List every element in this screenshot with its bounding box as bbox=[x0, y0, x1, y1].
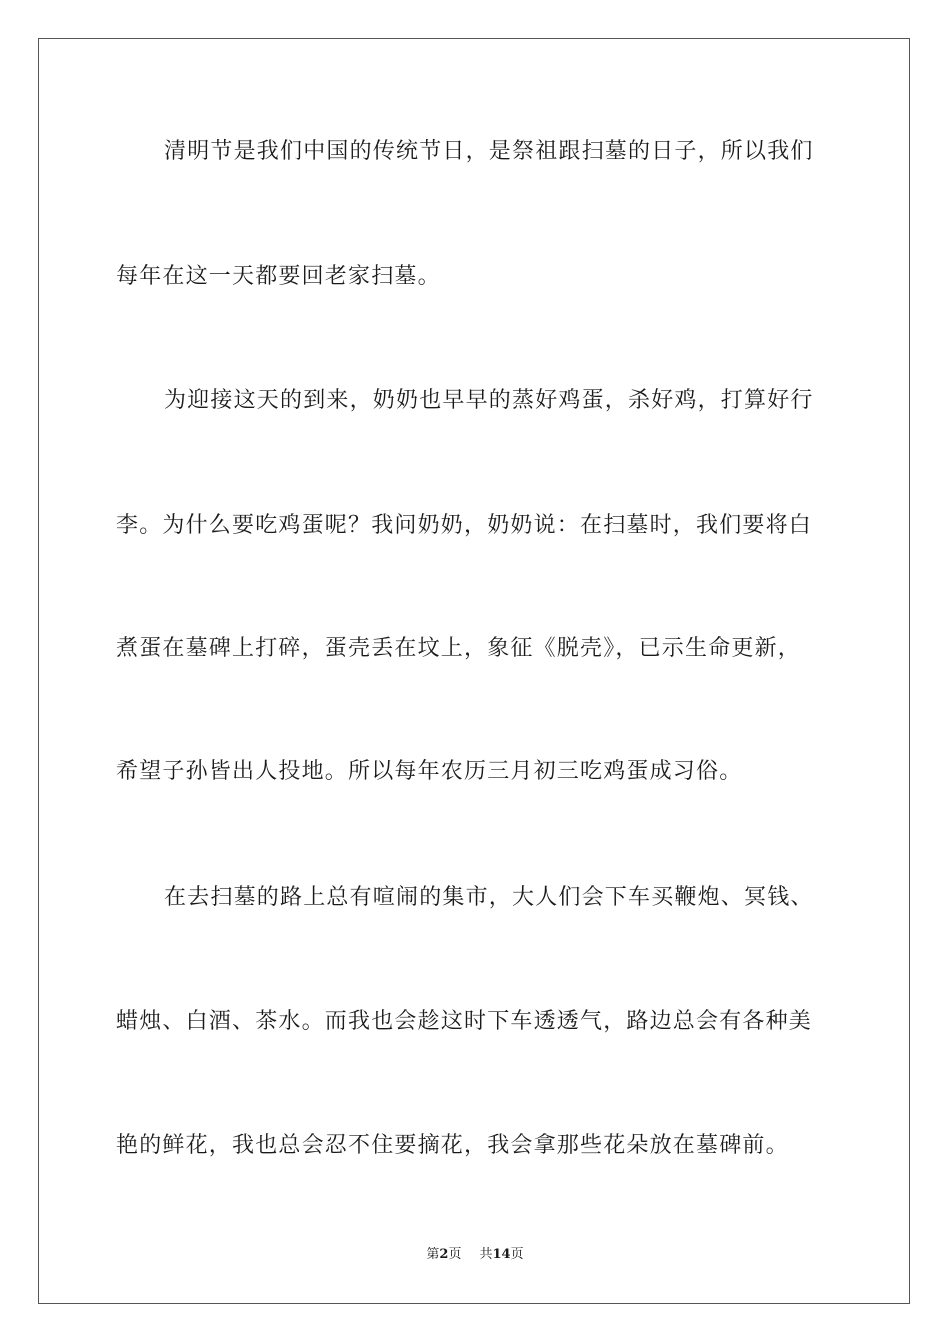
page-number: 第2页 bbox=[426, 1247, 462, 1262]
page-border bbox=[38, 38, 910, 1304]
paragraph-3-line-3: 艳的鲜花，我也总会忍不住要摘花，我会拿那些花朵放在墓碑前。 bbox=[116, 1133, 789, 1158]
paragraph-2-line-3: 煮蛋在墓碑上打碎，蛋壳丢在坟上，象征《脱壳》，已示生命更新， bbox=[116, 636, 802, 661]
paragraph-3-line-1: 在去扫墓的路上总有喧闹的集市，大人们会下车买鞭炮、冥钱、 bbox=[164, 885, 814, 910]
paragraph-2-line-1: 为迎接这天的到来，奶奶也早早的蒸好鸡蛋，杀好鸡，打算好行 bbox=[164, 388, 814, 413]
paragraph-1-line-1: 清明节是我们中国的传统节日，是祭祖跟扫墓的日子，所以我们 bbox=[164, 139, 814, 164]
paragraph-2-line-2: 李。为什么要吃鸡蛋呢？我问奶奶，奶奶说：在扫墓时，我们要将白 bbox=[116, 513, 813, 538]
page-total: 共14页 bbox=[479, 1247, 524, 1262]
page-footer bbox=[0, 1246, 950, 1264]
paragraph-2-line-4: 希望子孙皆出人投地。所以每年农历三月初三吃鸡蛋成习俗。 bbox=[116, 759, 743, 784]
paragraph-3-line-2: 蜡烛、白酒、茶水。而我也会趁这时下车透透气，路边总会有各种美 bbox=[116, 1009, 813, 1034]
paragraph-1-line-2: 每年在这一天都要回老家扫墓。 bbox=[116, 264, 441, 289]
